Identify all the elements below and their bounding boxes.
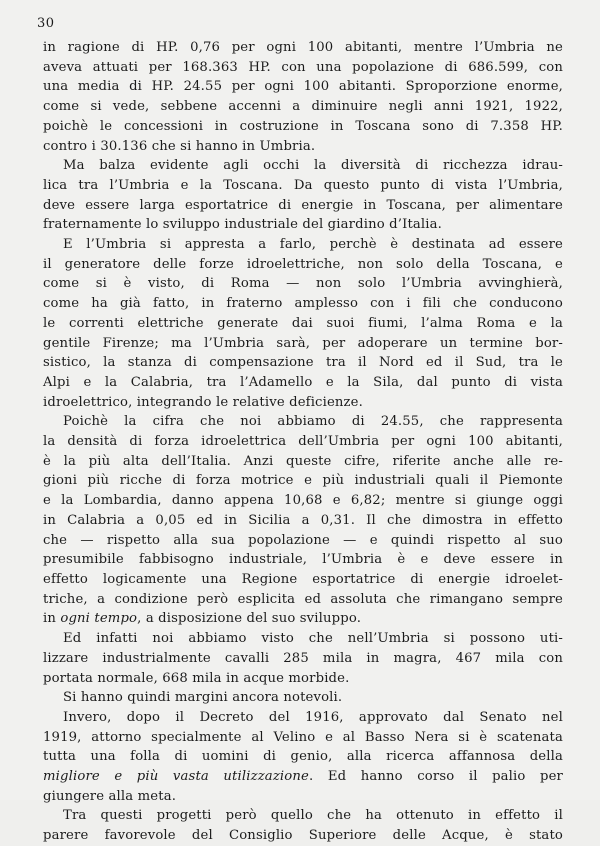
text-line	[43, 609, 563, 629]
text-line	[43, 511, 563, 531]
text-line-content: come si vede, sebbene accenni a diminuire negli anni 1921, 1922,	[43, 99, 563, 115]
text-line	[43, 196, 563, 216]
text-line	[43, 590, 563, 610]
text-line	[43, 137, 563, 157]
text-line-content: fraternamente lo sviluppo industriale del giardino d’Italia.	[43, 217, 442, 233]
text-line-content: Tra questi progetti però quello che ha ottenuto in effetto il	[63, 808, 563, 824]
text-line	[43, 314, 563, 334]
text-line-content: Invero, dopo il Decreto del 1916, approvato dal Senato nel	[63, 709, 563, 725]
text-line-content: è la più alta dell’Italia. Anzi queste cifre, riferite anche alle re-	[43, 453, 563, 469]
text-line	[43, 806, 563, 826]
text-line-content: Ma balza evidente agli occhi la diversità di ricchezza idrau-	[63, 158, 563, 174]
text-line-content: E l’Umbria si appresta a farlo, perchè è destinata ad essere	[63, 237, 563, 253]
body-text	[43, 38, 563, 846]
text-line	[43, 373, 563, 393]
text-line-content: Ed infatti noi abbiamo visto che nell’Umbria si possono uti-	[63, 631, 563, 647]
text-line-content: presumibile fabbisogno industriale, l’Umbria è e deve essere in	[43, 552, 563, 568]
text-line	[43, 393, 563, 413]
text-line	[43, 787, 563, 807]
text-line	[43, 550, 563, 570]
text-line	[43, 215, 563, 235]
text-line	[43, 274, 563, 294]
text-line-content: il generatore delle forze idroelettriche, non solo della Toscana, e	[43, 256, 563, 272]
text-line	[43, 294, 563, 314]
text-line-tail: . Ed hanno corso il palio per	[308, 769, 564, 785]
text-line	[43, 97, 563, 117]
text-line-content: lica tra l’Umbria e la Toscana. Da questo punto di vista l’Umbria,	[43, 177, 563, 193]
text-line-content: in Calabria a 0,05 ed in Sicilia a 0,31. Il che dimostra in effetto	[43, 512, 563, 528]
text-line	[43, 452, 563, 472]
text-line-content: e la Lombardia, danno appena 10,68 e 6,82; mentre si giunge oggi	[43, 493, 563, 509]
text-line-content: aveva attuati per 168.363 HP. con una popolazione di 686.599, con	[43, 59, 563, 75]
text-line-content: in	[43, 611, 61, 627]
text-line-content: le correnti elettriche generate dai suoi fiumi, l’alma Roma e la	[43, 315, 563, 331]
text-line-content: deve essere larga esportatrice di energie in Toscana, per alimentare	[43, 197, 563, 213]
page-number: 30	[37, 16, 55, 31]
text-line-content: giungere alla meta.	[43, 788, 177, 804]
text-line	[43, 176, 563, 196]
text-line	[43, 728, 563, 748]
text-line-content: come si è visto, di Roma — non solo l’Umbria avvinghierà,	[43, 276, 563, 292]
text-line	[43, 38, 563, 58]
text-line-content: Si hanno quindi margini ancora notevoli.	[63, 690, 343, 706]
text-line	[43, 471, 563, 491]
text-line	[43, 649, 563, 669]
text-line	[43, 432, 563, 452]
text-line-content: effetto logicamente una Regione esportatrice di energie idroelet-	[43, 571, 563, 587]
text-line	[43, 629, 563, 649]
text-line-content: gioni più ricche di forza motrice e più industriali quali il Piemonte	[43, 473, 563, 489]
text-line	[43, 570, 563, 590]
text-line-content: la densità di forza idroelettrica dell’Umbria per ogni 100 abitanti,	[43, 434, 563, 450]
text-line-content: in ragione di HP. 0,76 per ogni 100 abitanti, mentre l’Umbria ne	[43, 40, 563, 55]
text-line-content: poichè le concessioni in costruzione in Toscana sono di 7.358 HP.	[43, 118, 563, 134]
text-line	[43, 77, 563, 97]
text-line	[43, 156, 563, 176]
text-line-content: tutta una folla di uomini di genio, alla ricerca affannosa della	[43, 749, 563, 765]
text-line	[43, 767, 563, 787]
text-line-content: parere favorevole del Consiglio Superiore delle Acque, è stato	[43, 828, 563, 844]
text-line-content: sistico, la stanza di compensazione tra il Nord ed il Sud, tra le	[43, 355, 563, 371]
text-line	[43, 58, 563, 78]
text-line	[43, 412, 563, 432]
text-line	[43, 334, 563, 354]
text-line	[43, 235, 563, 255]
text-line	[43, 826, 563, 846]
text-line-content: 1919, attorno specialmente al Velino e al Basso Nera si è scatenata	[43, 729, 563, 745]
text-line	[43, 491, 563, 511]
text-line	[43, 353, 563, 373]
text-line-content: gentile Firenze; ma l’Umbria sarà, per adoperare un termine bor-	[43, 335, 563, 351]
text-line-content: che — rispetto alla sua popolazione — e quindi rispetto al suo	[43, 532, 563, 548]
text-line-content: triche, a condizione però esplicita ed assoluta che rimangano sempre	[43, 591, 563, 607]
text-line	[43, 747, 563, 767]
text-line	[43, 688, 563, 708]
text-line	[43, 255, 563, 275]
text-line-content: contro i 30.136 che si hanno in Umbria.	[43, 138, 316, 154]
text-line	[43, 669, 563, 689]
text-line-content: idroelettrico, integrando le relative deficienze.	[43, 394, 363, 410]
text-line-content: lizzare industrialmente cavalli 285 mila in magra, 467 mila con	[43, 650, 563, 666]
text-line-content: una media di HP. 24.55 per ogni 100 abitanti. Sproporzione enorme,	[43, 79, 563, 95]
italic-phrase: migliore e più vasta utilizzazione	[43, 769, 309, 785]
text-line-content: Alpi e la Calabria, tra l’Adamello e la Sila, dal punto di vista	[43, 374, 563, 390]
italic-phrase: ogni tempo	[60, 611, 138, 627]
text-line-content: portata normale, 668 mila in acque morbide.	[43, 670, 350, 686]
text-line	[43, 531, 563, 551]
text-line-content: come ha già fatto, in fraterno amplesso con i fili che conducono	[43, 296, 563, 312]
text-line-tail: , a disposizione del suo sviluppo.	[137, 611, 362, 627]
text-line	[43, 117, 563, 137]
text-line	[43, 708, 563, 728]
text-line-content: Poichè la cifra che noi abbiamo di 24.55, che rappresenta	[63, 414, 563, 430]
